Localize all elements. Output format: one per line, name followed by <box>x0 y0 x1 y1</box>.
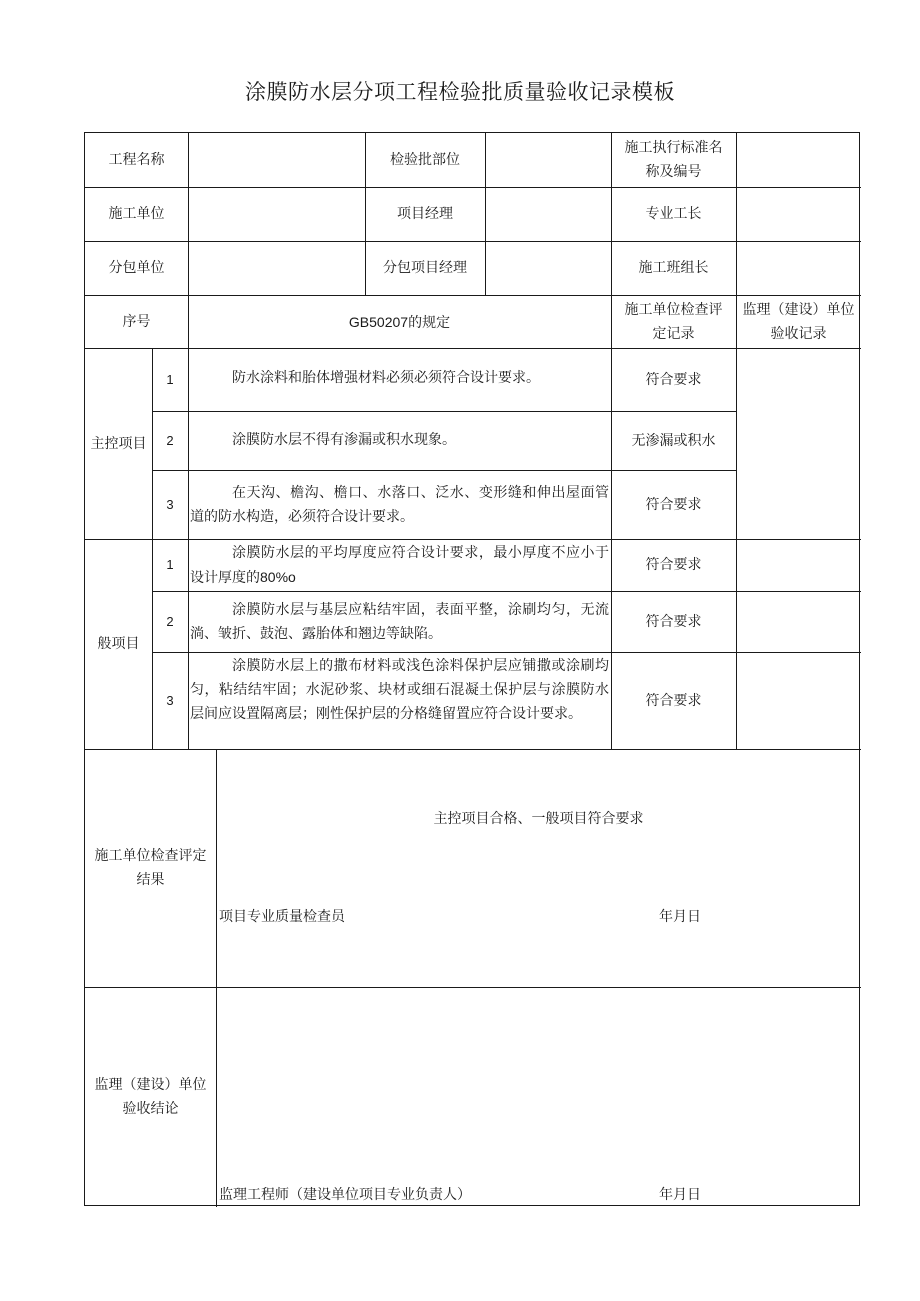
team-leader-label: 施工班组长 <box>638 260 709 276</box>
main-item-1-no: 1 <box>166 371 174 387</box>
inspection-record-table <box>84 132 860 1206</box>
main-item-3-no: 3 <box>166 496 174 512</box>
supervisor-signer: 监理工程师（建设单位项目专业负责人） <box>219 1187 471 1203</box>
contractor-label: 施工单位 <box>108 206 165 222</box>
inspection-lot-value[interactable] <box>485 133 611 187</box>
foreman-label: 专业工长 <box>645 206 702 222</box>
main-item-3-result: 符合要求 <box>645 496 702 513</box>
contractor-value[interactable] <box>188 187 365 241</box>
sub-manager-label: 分包项目经理 <box>383 260 467 276</box>
main-item-1-result: 符合要求 <box>645 371 702 388</box>
contractor-conclusion: 主控项目合格、一般项目符合要求 <box>433 811 644 827</box>
subcontractor-value[interactable] <box>188 241 365 295</box>
project-manager-value[interactable] <box>485 187 611 241</box>
contractor-date: 年月日 <box>659 909 701 925</box>
contractor-signer: 项目专业质量检查员 <box>219 909 345 925</box>
supervisor-date: 年月日 <box>659 1187 701 1203</box>
main-item-1-text: 防水涂料和胎体增强材料必须必须符合设计要求。 <box>232 370 540 386</box>
inspection-lot-label: 检验批部位 <box>390 152 460 168</box>
supervisor-check-column-header: 监理（建设）单位验收记录 <box>742 301 855 342</box>
main-items-label: 主控项目 <box>90 435 147 452</box>
general-item-3-no: 3 <box>166 692 174 708</box>
general-item-2-no: 2 <box>166 613 174 629</box>
main-item-2-text: 涂膜防水层不得有渗漏或积水现象。 <box>232 432 456 448</box>
main-item-3-text: 在天沟、檐沟、檐口、水落口、泛水、变形缝和伸出屋面管道的防水构造，必须符合设计要求。 <box>190 485 609 525</box>
main-item-2-result: 无渗漏或积水 <box>631 432 716 449</box>
general-item-1-no: 1 <box>166 557 174 572</box>
general-item-1-result: 符合要求 <box>645 557 702 573</box>
general-item-3-text: 涂膜防水层上的撒布材料或浅色涂料保护层应铺撒或涂刷均匀，粘结结牢固；水泥砂浆、块材或细石混凝土保护层与涂膜防水层间应设置隔离层；刚性保护层的分格缝留置应符合设计要求。 <box>190 658 609 722</box>
spec-column-header: GB50207的规定 <box>348 313 451 330</box>
project-name-value[interactable] <box>188 133 365 187</box>
general-items-label: 般项目 <box>97 636 140 652</box>
contractor-result-label: 施工单位检查评定结果 <box>94 848 207 888</box>
document-title: 涂膜防水层分项工程检验批质量验收记录模板 <box>245 80 675 104</box>
project-name-label: 工程名称 <box>108 152 165 168</box>
general-item-2-text: 涂膜防水层与基层应粘结牢固，表面平整，涂刷均匀，无流淌、皱折、鼓泡、露胎体和翘边等缺陷。 <box>190 602 609 642</box>
project-manager-label: 项目经理 <box>397 206 453 222</box>
general-item-3-result: 符合要求 <box>645 692 702 709</box>
team-leader-value[interactable] <box>736 241 861 295</box>
seq-column-header: 序号 <box>122 313 151 330</box>
standard-label: 施工执行标准名称及编号 <box>624 140 723 180</box>
sub-manager-value[interactable] <box>485 241 611 295</box>
main-item-2-no: 2 <box>166 432 174 448</box>
supervisor-result-label: 监理（建设）单位验收结论 <box>94 1077 207 1117</box>
general-item-1-text: 涂膜防水层的平均厚度应符合设计要求，最小厚度不应小于设计厚度的80%o <box>190 545 609 586</box>
contractor-check-column-header: 施工单位检查评定记录 <box>624 301 723 342</box>
general-item-2-result: 符合要求 <box>645 613 702 630</box>
subcontractor-label: 分包单位 <box>108 260 165 276</box>
standard-value[interactable] <box>736 133 861 187</box>
foreman-value[interactable] <box>736 187 861 241</box>
